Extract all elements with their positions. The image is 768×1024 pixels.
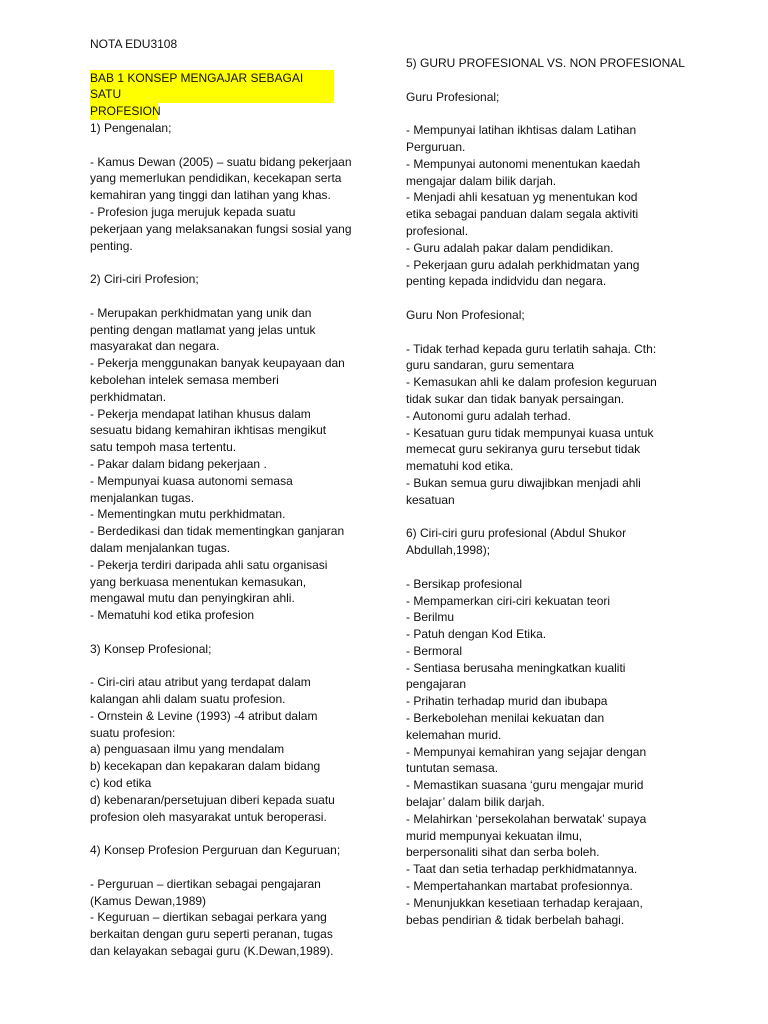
text-line: - Patuh dengan Kod Etika.	[406, 627, 547, 642]
spacer	[406, 559, 696, 576]
text-line: - Ornstein & Levine (1993) -4 atribut dalam	[90, 708, 318, 723]
text-line: Guru Profesional;	[406, 89, 500, 104]
text-line: - Menjadi ahli kesatuan yg menentukan kod	[406, 190, 638, 205]
chapter-title-line: PROFESION	[90, 104, 161, 119]
text-line: penting dengan matlamat yang jelas untuk	[90, 322, 316, 337]
text-line: - Pekerjaan guru adalah perkhidmatan yang	[406, 257, 640, 272]
text-line: belajar’ dalam bilik darjah.	[406, 795, 545, 810]
text-line: - Guru adalah pakar dalam pendidikan.	[406, 240, 614, 255]
text-line: 1) Pengenalan;	[90, 120, 172, 135]
text-line: Abdullah,1998);	[406, 543, 491, 558]
text-line: menjalankan tugas.	[90, 490, 195, 505]
spacer	[90, 288, 372, 305]
spacer	[90, 53, 372, 70]
text-line: - Mempunyai latihan ikhtisas dalam Latihan	[406, 123, 637, 138]
spacer	[90, 624, 372, 641]
text-line: - Mempamerkan ciri-ciri kekuatan teori	[406, 593, 611, 608]
text-line: b) kecekapan dan kepakaran dalam bidang	[90, 759, 321, 774]
text-line: - Melahirkan ‘persekolahan berwatak’ supaya	[406, 811, 647, 826]
text-line: penting.	[90, 238, 133, 253]
text-line: 5) GURU PROFESIONAL VS. NON PROFESIONAL	[406, 56, 685, 70]
text-line: - Berilmu	[406, 610, 455, 625]
text-line: yang memerlukan pendidikan, kecekapan serta	[90, 171, 342, 186]
text-line: - Perguruan – diertikan sebagai pengajaran	[90, 876, 321, 891]
text-line: 4) Konsep Profesion Perguruan dan Keguruan;	[90, 843, 341, 858]
text-line: - Mempunyai autonomi menentukan kaedah	[406, 156, 641, 171]
text-line: etika sebagai panduan dalam segala aktiviti	[406, 207, 639, 222]
text-line: 3) Konsep Profesional;	[90, 641, 212, 656]
text-line: - Menunjukkan kesetiaan terhadap kerajaan,	[406, 895, 643, 910]
text-line: pengajaran	[406, 677, 467, 692]
spacer	[406, 105, 696, 122]
text-line: - Bermoral	[406, 643, 463, 658]
text-line: d) kebenaran/persetujuan diberi kepada suatu	[90, 792, 335, 807]
spacer	[90, 825, 372, 842]
text-line: - Pekerja mendapat latihan khusus dalam	[90, 406, 311, 421]
text-line: profesion oleh masyarakat untuk beroperasi.	[90, 809, 327, 824]
spacer	[406, 290, 696, 307]
text-line: - Mementingkan mutu perkhidmatan.	[90, 507, 286, 522]
text-line: Perguruan.	[406, 139, 466, 154]
text-line: suatu profesion:	[90, 725, 176, 740]
text-line: tidak sukar dan tidak banyak persaingan.	[406, 391, 625, 406]
text-line: - Ciri-ciri atau atribut yang terdapat dalam	[90, 675, 311, 690]
text-line: - Sentiasa berusaha meningkatkan kualiti	[406, 660, 626, 675]
text-line: - Berdedikasi dan tidak mementingkan ganjaran	[90, 524, 345, 539]
text-line: - Kamus Dewan (2005) – suatu bidang pekerjaan	[90, 154, 352, 169]
text-line: kesatuan	[406, 492, 455, 507]
text-line: dalam menjalankan tugas.	[90, 540, 231, 555]
text-line: bebas pendirian & tidak berbelah bahagi.	[406, 912, 625, 927]
text-line: - Mematuhi kod etika profesion	[90, 608, 255, 623]
text-line: penting kepada indidvidu dan negara.	[406, 274, 607, 289]
right-column-body	[406, 55, 696, 928]
text-line: 2) Ciri-ciri Profesion;	[90, 272, 199, 287]
text-line: - Pekerja terdiri daripada ahli satu organisasi	[90, 557, 328, 572]
spacer	[90, 254, 372, 271]
text-line: tuntutan semasa.	[406, 761, 499, 776]
text-line: (Kamus Dewan,1989)	[90, 893, 207, 908]
text-line: 6) Ciri-ciri guru profesional (Abdul Shukor	[406, 526, 627, 541]
text-line: a) penguasaan ilmu yang mendalam	[90, 742, 285, 757]
text-line: - Tidak terhad kepada guru terlatih sahaja. Cth:	[406, 341, 657, 356]
left-column-body	[90, 120, 372, 960]
spacer	[90, 137, 372, 154]
spacer	[90, 657, 372, 674]
spacer	[406, 509, 696, 526]
text-line: - Bersikap profesional	[406, 576, 523, 591]
text-line: mengawal mutu dan penyingkiran ahli.	[90, 591, 295, 606]
text-line: kemahiran yang tinggi dan latihan yang khas.	[90, 188, 331, 203]
text-line: yang berkuasa menentukan kemasukan,	[90, 574, 307, 589]
right-column	[406, 55, 696, 928]
text-line: pekerjaan yang melaksanakan fungsi sosial yang	[90, 221, 352, 236]
text-line: dan kelayakan sebagai guru (K.Dewan,1989).	[90, 944, 334, 959]
text-line: profesional.	[406, 223, 469, 238]
text-line: satu tempoh masa tertentu.	[90, 440, 237, 455]
text-line: - Autonomi guru adalah terhad.	[406, 408, 571, 423]
text-line: sesuatu bidang kemahiran ikhtisas mengikut	[90, 423, 327, 438]
text-line: - Kemasukan ahli ke dalam profesion keguruan	[406, 375, 657, 390]
text-line: - Profesion juga merujuk kepada suatu	[90, 204, 296, 219]
text-line: - Merupakan perkhidmatan yang unik dan	[90, 305, 312, 320]
spacer	[406, 324, 696, 341]
spacer	[406, 72, 696, 89]
text-line: - Pekerja menggunakan banyak keupayaan dan	[90, 356, 345, 371]
text-line: - Taat dan setia terhadap perkhidmatannya.	[406, 862, 638, 877]
text-line: kebolehan intelek semasa memberi	[90, 372, 279, 387]
text-line: - Bukan semua guru diwajibkan menjadi ahli	[406, 475, 641, 490]
text-line: berkaitan dengan guru seperti peranan, tugas	[90, 927, 333, 942]
text-line: - Mempunyai kuasa autonomi semasa	[90, 473, 293, 488]
text-line: - Keguruan – diertikan sebagai perkara yang	[90, 910, 327, 925]
document-title: NOTA EDU3108	[90, 37, 178, 51]
text-line: mengajar dalam bilik darjah.	[406, 173, 557, 188]
text-line: masyarakat dan negara.	[90, 339, 220, 354]
text-line: murid mempunyai kekuatan ilmu,	[406, 828, 583, 843]
text-line: - Pakar dalam bidang pekerjaan .	[90, 456, 267, 471]
text-line: c) kod etika	[90, 776, 152, 791]
chapter-title	[90, 70, 372, 120]
text-line: - Prihatin terhadap murid dan ibubapa	[406, 694, 608, 709]
text-line: - Kesatuan guru tidak mempunyai kuasa untuk	[406, 425, 654, 440]
text-line: memecat guru sekiranya guru tersebut tidak	[406, 442, 641, 457]
text-line: - Memastikan suasana ‘guru mengajar murid	[406, 778, 644, 793]
text-line: kalangan ahli dalam suatu profesion.	[90, 692, 286, 707]
text-line: mematuhi kod etika.	[406, 459, 514, 474]
text-line: - Berkebolehan menilai kekuatan dan	[406, 711, 605, 726]
text-line: - Mempunyai kemahiran yang sejajar dengan	[406, 744, 647, 759]
text-line: kelemahan murid.	[406, 727, 502, 742]
text-line: - Mempertahankan martabat profesionnya.	[406, 879, 633, 894]
text-line: Guru Non Profesional;	[406, 307, 525, 322]
text-line: perkhidmatan.	[90, 389, 167, 404]
text-line: berpersonaliti sihat dan serba boleh.	[406, 845, 600, 860]
text-line: guru sandaran, guru sementara	[406, 358, 575, 373]
left-column	[90, 36, 372, 960]
spacer	[90, 859, 372, 876]
chapter-title-line: BAB 1 KONSEP MENGAJAR SEBAGAI SATU	[90, 70, 334, 104]
